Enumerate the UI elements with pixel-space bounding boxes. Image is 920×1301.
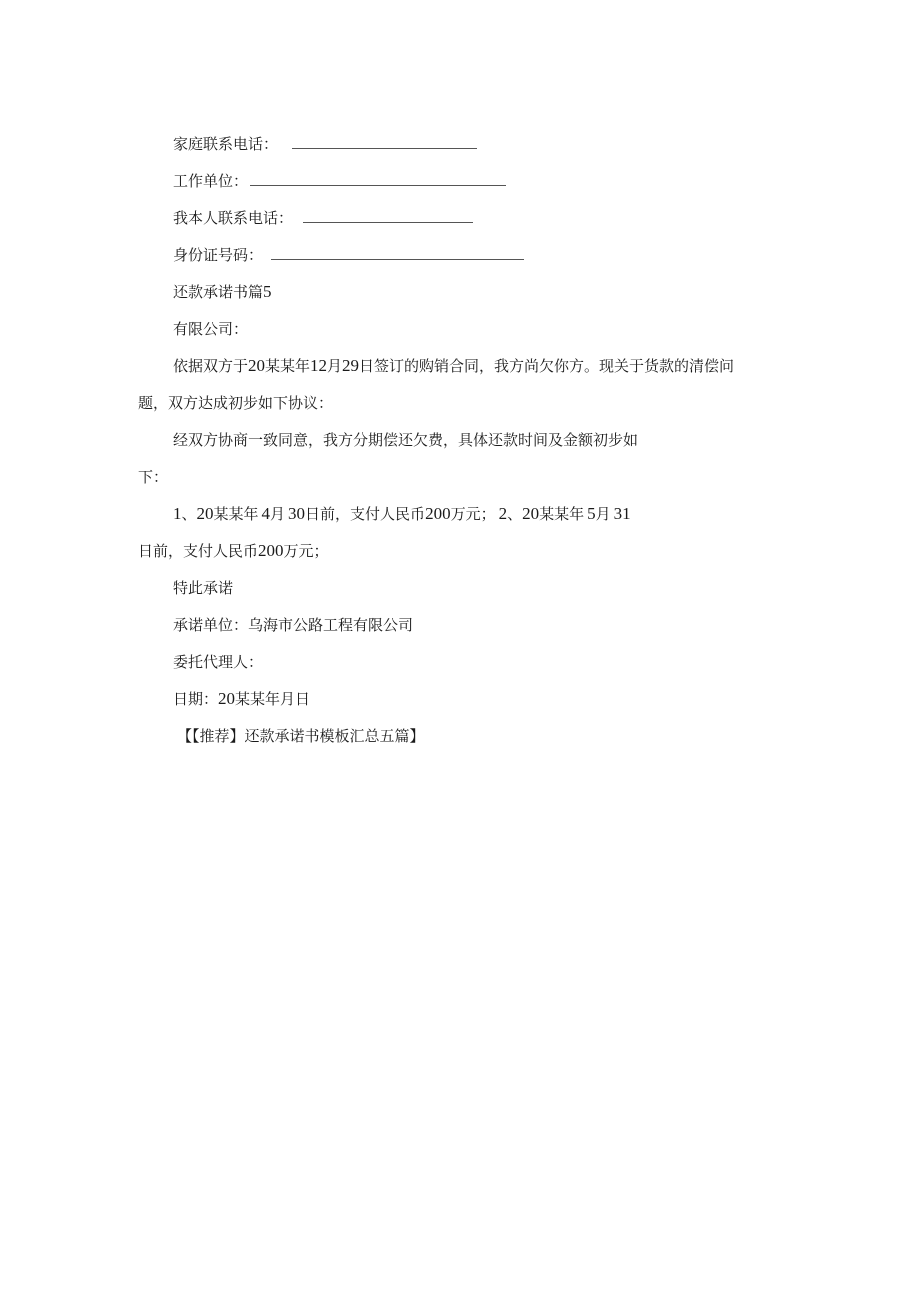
payment-items-line-2 — [138, 541, 329, 561]
own-phone-line — [173, 208, 473, 228]
para1-text-b: 某某年 — [265, 357, 311, 375]
item1-text-c: 月 — [270, 505, 286, 523]
date-rest: 某某年月日 — [235, 690, 311, 708]
para1-month: 12 — [310, 356, 328, 375]
family-phone-blank — [292, 136, 477, 149]
item2-line2-text-a: 日前，支付人民币 — [138, 542, 259, 560]
item1-text-a: 、 — [181, 505, 197, 523]
authorized-agent — [173, 652, 263, 672]
promising-unit — [173, 615, 413, 635]
addressee-text: 有限公司： — [173, 320, 249, 338]
item2-number: 2 — [498, 504, 508, 523]
paragraph-1-line-2 — [138, 393, 333, 413]
payment-items-line-1 — [173, 504, 631, 524]
date-label: 日期： — [173, 690, 219, 708]
item1-text-d: 日前，支付人民币 — [305, 505, 426, 523]
family-phone-label: 家庭联系电话： — [173, 135, 279, 153]
item2-text-b: 某某年 — [539, 505, 585, 523]
work-unit-label: 工作单位： — [173, 172, 249, 190]
unit-label: 承诺单位： — [173, 616, 249, 634]
own-phone-blank — [303, 210, 473, 223]
item1-year: 20 — [196, 504, 214, 523]
section-number: 5 — [263, 282, 272, 301]
id-number-line — [173, 245, 524, 265]
work-unit-line — [173, 171, 506, 191]
date-year: 20 — [218, 689, 236, 708]
paragraph-2-line-1 — [173, 430, 638, 450]
own-phone-label: 我本人联系电话： — [173, 209, 294, 227]
para2-line1-text: 经双方协商一致同意，我方分期偿还欠费，具体还款时间及金额初步如 — [173, 431, 639, 449]
unit-value: 乌海市公路工程有限公司 — [248, 616, 414, 634]
item1-amount: 200 — [425, 504, 451, 523]
id-number-label: 身份证号码： — [173, 246, 264, 264]
para1-line2-text: 题，双方达成初步如下协议： — [138, 394, 334, 412]
footer-text: 【【推荐】还款承诺书模板汇总五篇】 — [177, 727, 425, 745]
paragraph-2-line-2 — [138, 467, 168, 487]
item2-month: 5 — [587, 504, 596, 523]
item2-amount: 200 — [258, 541, 284, 560]
agent-label: 委托代理人： — [173, 653, 264, 671]
addressee — [173, 319, 248, 339]
paragraph-1-line-1 — [173, 356, 734, 376]
closing — [173, 578, 233, 598]
item2-text-a: 、 — [507, 505, 523, 523]
section-title-text: 还款承诺书篇 — [173, 283, 264, 301]
item1-month: 4 — [261, 504, 271, 523]
section-title — [173, 282, 272, 302]
item1-number: 1 — [173, 504, 182, 523]
para1-text-c: 月 — [327, 357, 343, 375]
para1-year: 20 — [248, 356, 266, 375]
item2-line2-text-b: 万元； — [283, 542, 329, 560]
item1-text-b: 某某年 — [213, 505, 259, 523]
family-phone-line — [173, 134, 477, 154]
date-line — [173, 689, 310, 709]
para1-text-d: 日签订的购销合同，我方尚欠你方。现关于货款的清偿问 — [359, 357, 735, 375]
para2-line2-text: 下： — [138, 468, 169, 486]
work-unit-blank — [250, 173, 506, 186]
para1-day: 29 — [342, 356, 360, 375]
item2-year: 20 — [522, 504, 540, 523]
footer-title — [177, 726, 425, 746]
item1-text-e: 万元； — [450, 505, 496, 523]
id-number-blank — [271, 247, 524, 260]
item2-text-c: 月 — [595, 505, 611, 523]
para1-text-a: 依据双方于 — [173, 357, 249, 375]
item2-day: 31 — [613, 504, 631, 523]
item1-day: 30 — [288, 504, 306, 523]
closing-text: 特此承诺 — [173, 579, 234, 597]
